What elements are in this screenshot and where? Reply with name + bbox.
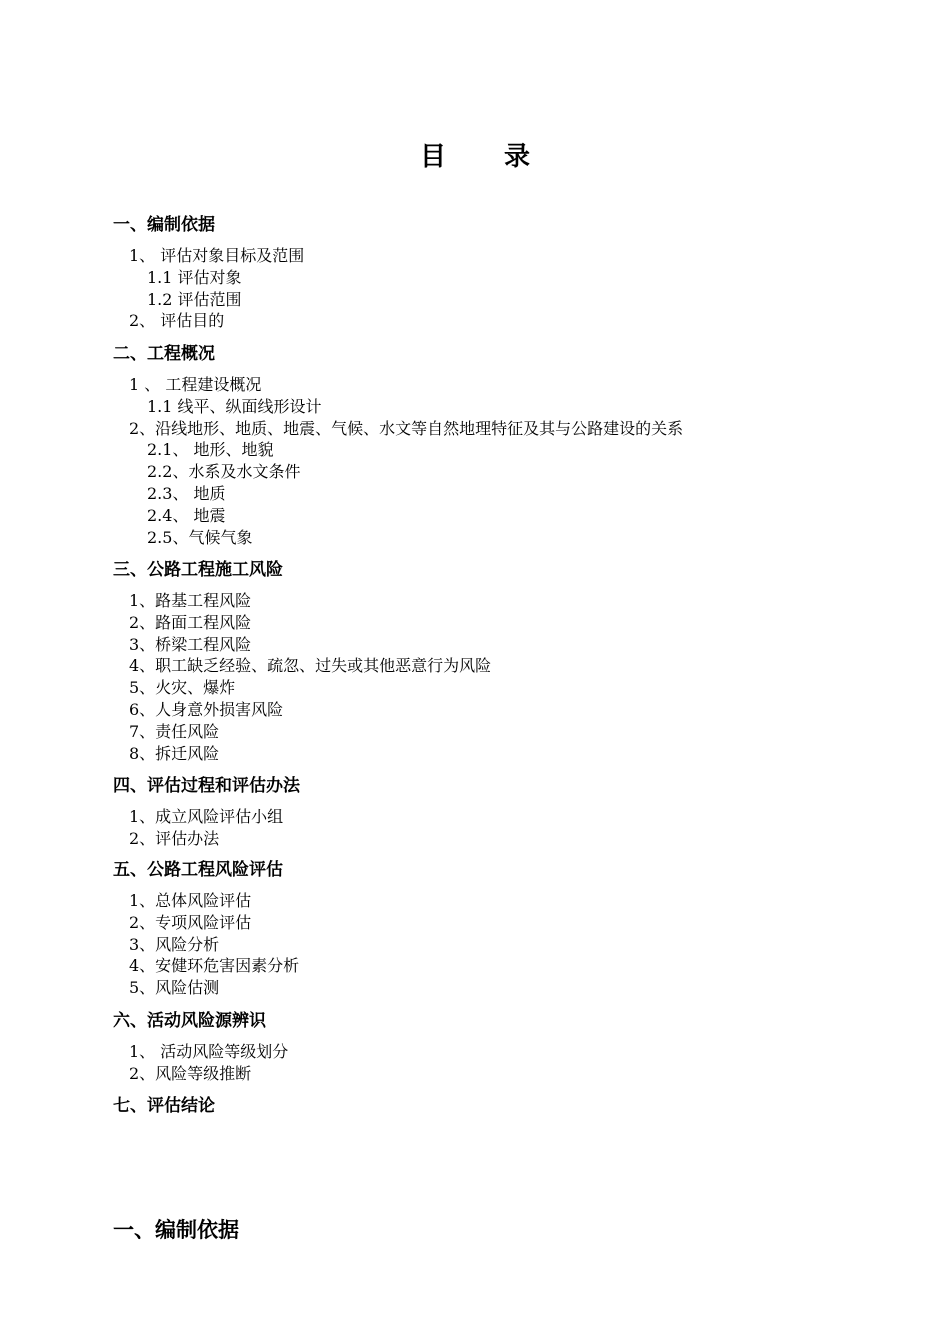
toc-title-char-1: 目 [419,142,446,172]
toc-item: 4、职工缺乏经验、疏忽、过失或其他恶意行为风险 [129,656,492,676]
toc-subitem: 1.1 线平、纵面线形设计 [147,396,322,416]
toc-item: 1、成立风险评估小组 [129,807,284,826]
toc-item: 1、 活动风险等级划分 [129,1042,289,1061]
toc-section-heading: 三、公路工程施工风险 [113,560,283,580]
toc-section-heading: 二、工程概况 [113,344,215,364]
toc-item: 8、拆迁风险 [129,743,220,763]
toc-title-char-2: 录 [504,142,531,172]
toc-item: 3、风险分析 [129,934,220,954]
toc-item: 2、沿线地形、地质、地震、气候、水文等自然地理特征及其与公路建设的关系 [129,418,684,438]
toc-section-heading: 七、评估结论 [113,1096,215,1116]
toc-subitem: 2.1、 地形、地貌 [147,440,274,460]
toc-item: 5、风险估测 [129,978,220,998]
toc-section-heading: 一、编制依据 [113,215,215,235]
toc-subitem: 2.2、水系及水文条件 [147,462,301,482]
toc-item: 1 、 工程建设概况 [129,375,262,394]
toc-item: 2、风险等级推断 [129,1063,252,1083]
toc-item: 2、路面工程风险 [129,612,252,632]
toc-item: 1、路基工程风险 [129,591,252,610]
toc-subitem: 2.3、 地质 [147,484,226,503]
toc-subitem: 1.2 评估范围 [147,289,242,309]
toc-item: 4、安健环危害因素分析 [129,956,300,976]
toc-item: 6、人身意外损害风险 [129,700,284,719]
toc-item: 2、 评估目的 [129,311,225,331]
toc-title [0,136,950,173]
toc-item: 5、火灾、爆炸 [129,678,236,698]
toc-item: 7、责任风险 [129,721,220,741]
toc-section-heading: 四、评估过程和评估办法 [113,776,300,796]
toc-item: 3、桥梁工程风险 [129,634,252,654]
body-section-heading: 一、编制依据 [113,1218,239,1242]
toc-item: 1、总体风险评估 [129,891,252,910]
toc-subitem: 2.5、气候气象 [147,527,253,547]
toc-item: 1、 评估对象目标及范围 [129,246,305,265]
toc-subitem: 2.4、 地震 [147,505,226,525]
toc-section-heading: 六、活动风险源辨识 [113,1011,266,1031]
toc-item: 2、专项风险评估 [129,912,252,932]
toc-section-heading: 五、公路工程风险评估 [113,860,283,880]
toc-subitem: 1.1 评估对象 [147,267,242,287]
toc-item: 2、评估办法 [129,828,220,848]
